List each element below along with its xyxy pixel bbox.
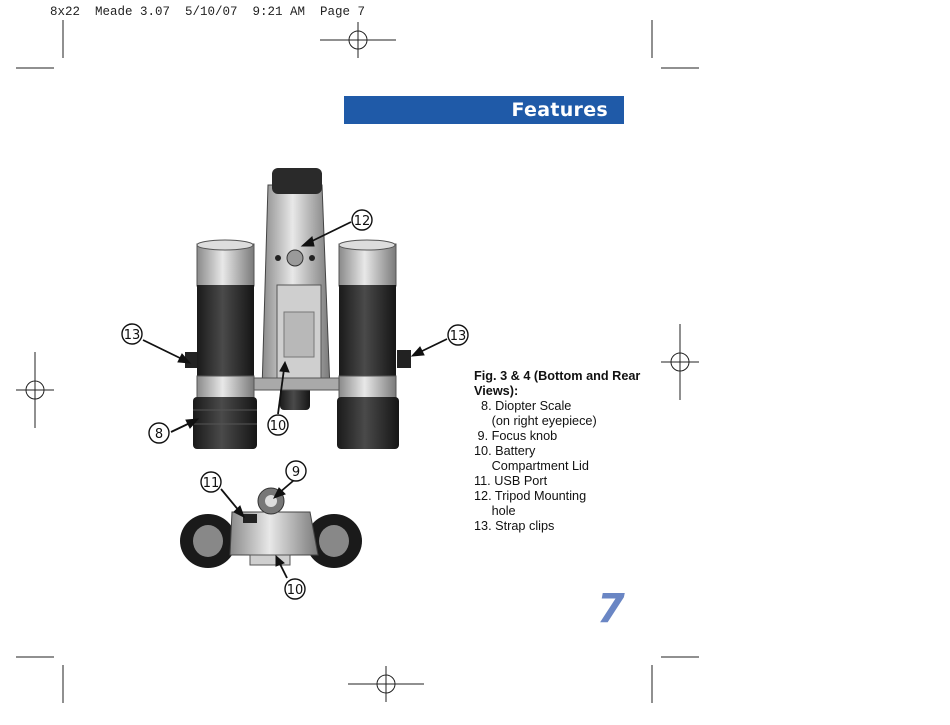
strap-clip-right	[397, 350, 411, 368]
page-number: 7	[597, 586, 625, 632]
callout-8: 8	[154, 427, 164, 442]
caption-item: 10. Battery	[474, 444, 536, 458]
caption-item: 12. Tripod Mounting	[474, 489, 587, 503]
tripod-socket-icon	[287, 250, 303, 266]
caption-title: Fig. 3 & 4 (Bottom and Rear Views):	[474, 369, 641, 398]
caption-item: hole	[474, 504, 516, 518]
caption-item: 9. Focus knob	[474, 429, 558, 443]
rear-view-binocular	[185, 168, 411, 449]
caption-item: Compartment Lid	[474, 459, 589, 473]
callout-10-bottom: 10	[286, 583, 304, 598]
section-title: Features	[511, 99, 608, 121]
callout-10-rear: 10	[269, 419, 287, 434]
caption-item: (on right eyepiece)	[474, 414, 597, 428]
figure-caption	[474, 369, 674, 534]
caption-item: 8. Diopter Scale	[474, 399, 572, 413]
caption-item: 11. USB Port	[474, 474, 548, 488]
callout-9: 9	[291, 465, 301, 480]
usb-port-icon	[243, 514, 257, 523]
callout-12: 12	[353, 214, 371, 229]
callout-13-right: 13	[449, 329, 467, 344]
callout-13-left: 13	[123, 328, 141, 343]
callout-11: 11	[202, 476, 220, 491]
bottom-view-binocular	[180, 488, 362, 568]
caption-item: 13. Strap clips	[474, 519, 555, 533]
slug-line: 8x22 Meade 3.07 5/10/07 9:21 AM Page 7	[50, 5, 366, 19]
